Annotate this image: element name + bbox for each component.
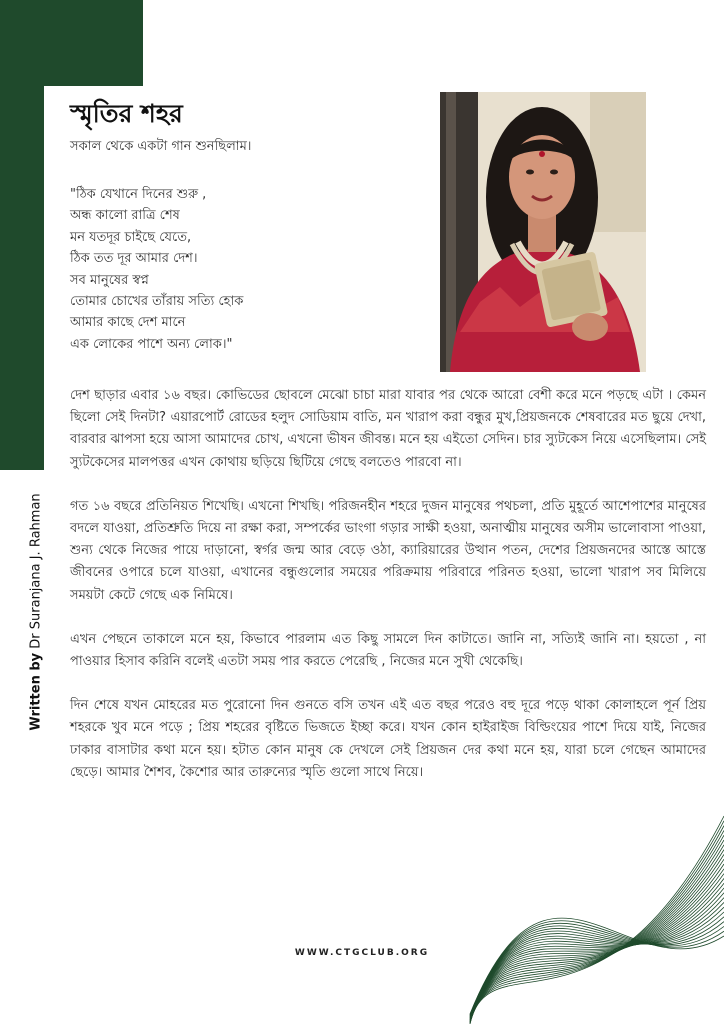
- poem-line: আমার কাছে দেশ মানে: [70, 315, 186, 331]
- article-paragraph: এখন পেছনে তাকালে মনে হয়, কিভাবে পারলাম এত কিছু সামলে দিন কাটাতে। জানি না, সত্যিই জানি না। হয়তো , না পাওয়ার হিসাব করিনি বলেই এতটা সময় পার করতে পেরেছি , নিজের মনে সুখী থেকেছি।: [70, 631, 706, 670]
- wave-line: [470, 816, 724, 1024]
- author-credit-text: [29, 493, 44, 730]
- article-intro: সকাল থেকে একটা গান শুনছিলাম।: [70, 139, 252, 154]
- poem-line: এক লোকের পাশে অন্য লোক।": [70, 336, 233, 352]
- poem-line: "ঠিক যেখানে দিনের শুরু ,: [70, 187, 207, 202]
- article-paragraph: দেশ ছাড়ার এবার ১৬ বছর। কোভিডের ছোবলে মেঝো চাচা মারা যাবার পর থেকে আরো বেশী করে মনে পড়ছে এটা । কেমন ছিলো সেই দিনটা? এয়ারপোর্ট রোডের হলুদ সোডিয়াম বাতি, মন খারাপ করা বন্ধুর মুখ,প্রিয়জনকে শেষবারের মত ছুয়ে দেখা, বারবার ঝাপসা হয়ে আসা আমাদের চোখ, এখনো ভীষন জীবন্ত। মনে হয় এইতো সেদিন। চার স্যুটকেস নিয়ে এসেছিলাম। সেই স্যুটকেসের মালপত্তর এখন কোথায় ছড়িয়ে ছিটিয়ে গেছে বলতেও পারবো না।: [70, 388, 706, 470]
- poem-line: সব মানুষের স্বপ্ন: [70, 272, 149, 288]
- poem-line: ঠিক তত দূর আমার দেশ।: [70, 251, 198, 267]
- poem-line: অন্ধ কালো রাত্রি শেষ: [70, 208, 180, 224]
- wave-line: [470, 850, 724, 1022]
- article-paragraph: গত ১৬ বছরে প্রতিনিয়ত শিখেছি। এখনো শিখছি। পরিজনহীন শহরে দুজন মানুষের পথচলা, প্রতি মুহূর্তে আশেপাশের মানুষের বদলে যাওয়া, প্রতিশ্রুতি দিয়ে না রক্ষা করা, সম্পর্কের ভাংগা গড়ার সাক্ষী হওয়া, অনাত্মীয় মানুষের অসীম ভালোবাসা পাওয়া, শুন্য থেকে নিজের পায়ে দাড়ানো, স্বর্গর জন্ম আর বেড়ে ওঠা, ক্যারিয়ারের উত্থান পতন, দেশের প্রিয়জনদের আস্তে আস্তে জীবনের ওপারে চলে যাওয়া, এখানের বন্ধুগুলোর সময়ের পরিক্রমায় পরিবারে পরিনত হওয়া, ভালো খারাপ সব মিলিয়ে সময়টা কেটে গেছে এক নিমিষে।: [70, 498, 706, 603]
- poem-line: মন যতদূর চাইছে যেতে,: [70, 229, 192, 245]
- credit-prefix: Written by: [28, 652, 44, 731]
- wave-line: [470, 835, 724, 1022]
- author-portrait-illustration: [440, 92, 646, 372]
- article-paragraph: দিন শেষে যখন মোহরের মত পুরোনো দিন গুনতে বসি তখন এই এত বছর পরেও বহু দূরে পড়ে থাকা কোলাহলে পূর্ন প্রিয় শহরকে খুব মনে পড়ে ; প্রিয় শহরের বৃষ্টিতে ভিজতে ইচ্ছা করে। যখন কোন হাইরাইজ বিল্ডিংয়ের পাশে দিয়ে যাই, নিজের ঢাকার বাসাটার কথা মনে হয়। হটাত কোন মানুষ কে দেখলে সেই প্রিয়জন দের কথা মনে হয়, যারা চলে গেছেন আমাদের ছেড়ে। আমার শৈশব, কৈশোর আর তারুন্যের স্মৃতি গুলো সাথে নিয়ে।: [70, 698, 706, 780]
- wave-line: [470, 840, 724, 1022]
- wave-line: [470, 922, 724, 1016]
- poem-block: [70, 184, 243, 355]
- article-body: [70, 385, 706, 806]
- poem-line: তোমার চোখের তাঁরায় সত্যি হোক: [70, 294, 244, 310]
- author-photo: [440, 92, 646, 372]
- wave-line: [470, 845, 724, 1022]
- wave-line: [470, 830, 724, 1022]
- article-title: স্মৃতির শহর: [70, 99, 183, 128]
- credit-author: Dr Suranjana J. Rahman: [28, 493, 44, 649]
- footer-website-url[interactable]: WWW.CTGCLUB.ORG: [294, 948, 430, 958]
- decorative-wave-lines: [450, 796, 724, 1024]
